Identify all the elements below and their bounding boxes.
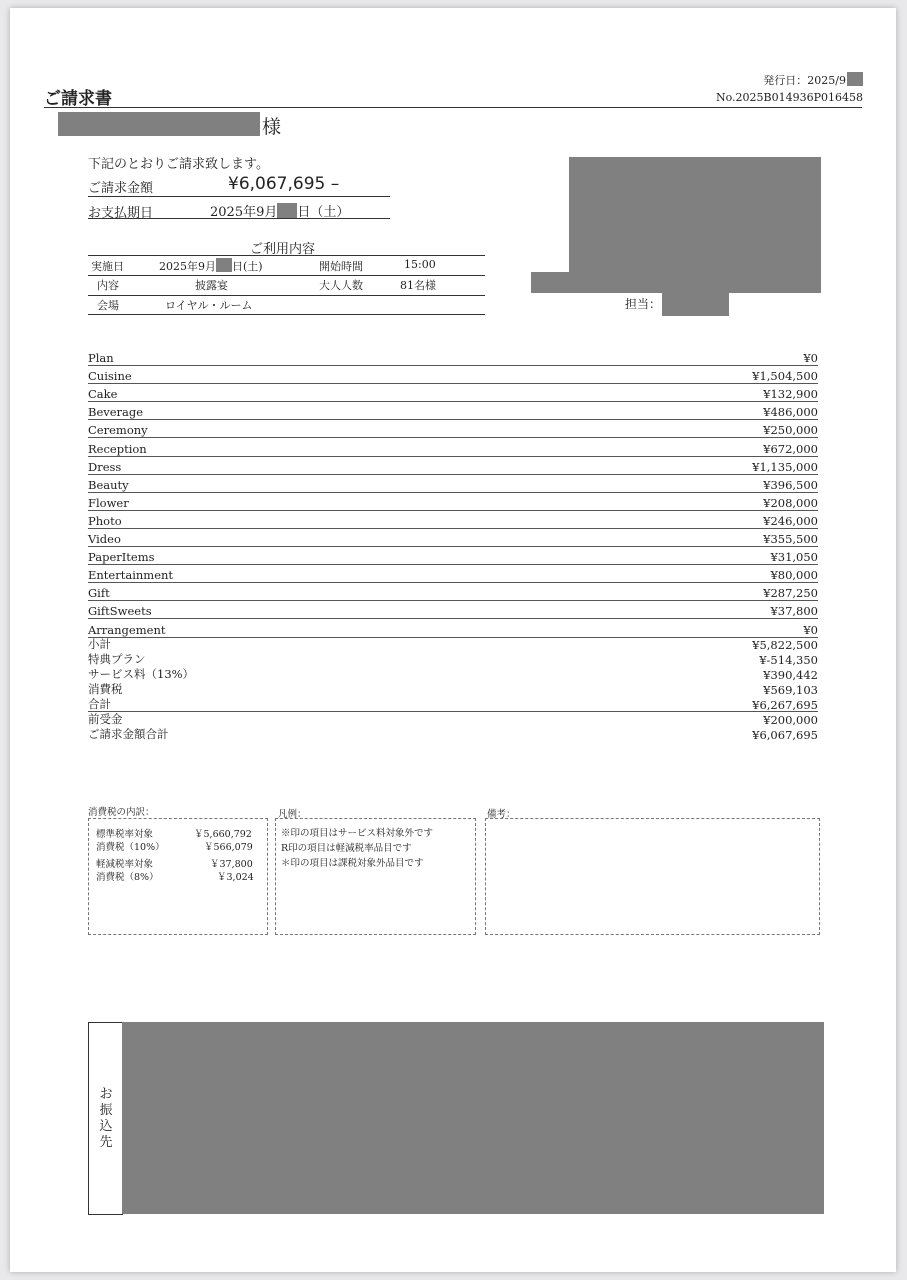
total-name: 小計: [88, 637, 111, 651]
item-name: Reception: [88, 441, 147, 456]
amount-underline: [88, 196, 390, 197]
bank-char-1: お: [99, 1087, 113, 1102]
item-row: [88, 419, 818, 438]
item-name: Cake: [88, 387, 118, 402]
item-value: ¥1,504,500: [752, 369, 818, 384]
document-title: ご請求書: [44, 89, 112, 109]
item-row: [88, 401, 818, 420]
bank-label: [97, 1087, 115, 1151]
red-tax-label: 消費税（8%）: [96, 872, 159, 883]
item-row: [88, 619, 818, 638]
remarks-box: [485, 818, 820, 935]
total-row: [88, 727, 818, 742]
item-row: [88, 510, 818, 529]
item-value: ¥287,250: [763, 586, 818, 601]
item-value: ¥396,500: [763, 477, 818, 492]
total-row: [88, 682, 818, 697]
item-row: [88, 474, 818, 493]
legend-label: 凡例：: [278, 809, 307, 820]
total-row: [88, 697, 818, 712]
item-name: Beauty: [88, 477, 129, 492]
total-name: サービス料（13%）: [88, 667, 195, 681]
total-row: [88, 652, 818, 667]
due-value: 2025年9月 日（土）: [210, 205, 350, 220]
item-name: GiftSweets: [88, 604, 152, 619]
due-label: お支払期日: [88, 206, 154, 221]
std-tax-label: 消費税（10%）: [96, 842, 165, 853]
item-value: ¥250,000: [763, 423, 818, 438]
total-value: ¥569,103: [763, 683, 818, 697]
item-name: Photo: [88, 513, 122, 528]
tax-breakdown-label: 消費税の内訳：: [88, 807, 155, 818]
total-name: 消費税: [88, 682, 123, 696]
item-value: ¥486,000: [763, 405, 818, 420]
bank-char-4: 先: [99, 1135, 113, 1150]
start-value: 15:00: [404, 258, 436, 271]
usage-line-4: [88, 314, 485, 315]
redacted-bank-details: [122, 1022, 824, 1214]
item-value: ¥672,000: [763, 441, 818, 456]
item-row: [88, 528, 818, 547]
date-value: 2025年9月 日(土): [159, 260, 263, 273]
std-label: 標準税率対象: [96, 829, 154, 840]
header-divider: [44, 107, 862, 108]
item-value: ¥80,000: [770, 568, 818, 583]
total-value: ¥390,442: [763, 668, 818, 682]
red-label: 軽減税率対象: [96, 859, 154, 870]
usage-line-3: [88, 295, 485, 296]
content-value: 披露宴: [195, 279, 228, 292]
bank-char-2: 振: [99, 1103, 113, 1118]
total-value: ¥6,067,695: [752, 728, 818, 742]
item-name: Ceremony: [88, 423, 148, 438]
total-value: ¥-514,350: [759, 653, 818, 667]
total-name: ご請求金額合計: [88, 727, 169, 741]
total-row: [88, 712, 818, 727]
item-name: PaperItems: [88, 550, 155, 565]
issue-date: 発行日：2025/9: [716, 72, 863, 89]
item-row: [88, 492, 818, 511]
date-label: 実施日: [91, 260, 124, 273]
issue-info: [716, 72, 863, 106]
bank-label-cell: [88, 1022, 123, 1215]
item-value: ¥208,000: [763, 495, 818, 510]
item-value: ¥132,900: [763, 387, 818, 402]
remarks-label: 備考：: [487, 809, 516, 820]
item-value: ¥0: [803, 622, 818, 637]
document-number: No.2025B014936P016458: [715, 91, 863, 104]
intro-text: 下記のとおりご請求致します。: [88, 157, 269, 172]
std-tax-value: ￥566,079: [204, 842, 253, 853]
item-value: ¥31,050: [770, 550, 818, 565]
content-label: 内容: [97, 279, 119, 292]
redacted-customer-name: [58, 112, 260, 136]
item-row: [88, 456, 818, 475]
std-value: ￥5,660,792: [194, 829, 252, 840]
redacted-issuer-block-ext: [531, 272, 571, 293]
item-name: Dress: [88, 459, 122, 474]
item-value: ¥355,500: [763, 532, 818, 546]
item-name: Gift: [88, 586, 110, 601]
adults-value: 81名様: [400, 279, 436, 292]
staff-label: 担当：: [625, 297, 662, 311]
item-value: ¥246,000: [763, 513, 818, 528]
total-row: [88, 637, 818, 652]
usage-line-2: [88, 275, 485, 276]
item-row: [88, 438, 818, 457]
legend-line-1: ※印の項目はサービス料対象外です: [281, 828, 434, 839]
item-row: [88, 365, 818, 384]
adults-label: 大人人数: [319, 279, 363, 292]
item-row: [88, 564, 818, 583]
total-value: ¥5,822,500: [752, 638, 818, 652]
due-underline: [88, 218, 390, 219]
usage-line-1: [88, 255, 485, 256]
item-value: ¥0: [803, 351, 818, 365]
venue-label: 会場: [97, 299, 119, 312]
legend-line-3: ＊印の項目は課税対象外品目です: [281, 858, 424, 869]
redacted-staff-name: [662, 293, 729, 316]
total-divider: [88, 711, 818, 712]
red-tax-value: ￥3,024: [217, 872, 254, 883]
item-name: Beverage: [88, 405, 144, 420]
item-value: ¥1,135,000: [752, 459, 818, 474]
item-name: Arrangement: [88, 622, 166, 637]
legend-line-2: R印の項目は軽減税率品目です: [281, 843, 412, 854]
item-name: Cuisine: [88, 369, 132, 384]
amount-label: ご請求金額: [88, 181, 154, 196]
item-row: [88, 546, 818, 565]
total-name: 合計: [88, 697, 111, 711]
redacted-issuer-block: [569, 157, 821, 293]
item-name: Entertainment: [88, 568, 174, 583]
item-name: Video: [88, 532, 121, 546]
start-label: 開始時間: [319, 260, 363, 273]
red-value: ￥37,800: [210, 859, 253, 870]
item-row: [88, 582, 818, 601]
total-value: ¥6,267,695: [752, 698, 818, 712]
honorific: 様: [262, 116, 282, 138]
item-value: ¥37,800: [770, 604, 818, 619]
total-value: ¥200,000: [763, 713, 818, 727]
total-name: 前受金: [88, 712, 123, 726]
item-row: [88, 383, 818, 402]
item-row: [88, 347, 818, 366]
total-row: [88, 667, 818, 682]
item-name: Plan: [88, 351, 114, 365]
usage-heading: ご利用内容: [250, 242, 316, 257]
item-row: [88, 600, 818, 619]
total-name: 特典プラン: [88, 652, 146, 666]
amount-value: ¥6,067,695 –: [228, 174, 340, 194]
bank-char-3: 込: [99, 1119, 113, 1134]
item-name: Flower: [88, 495, 129, 510]
venue-value: ロイヤル・ルーム: [165, 299, 253, 312]
